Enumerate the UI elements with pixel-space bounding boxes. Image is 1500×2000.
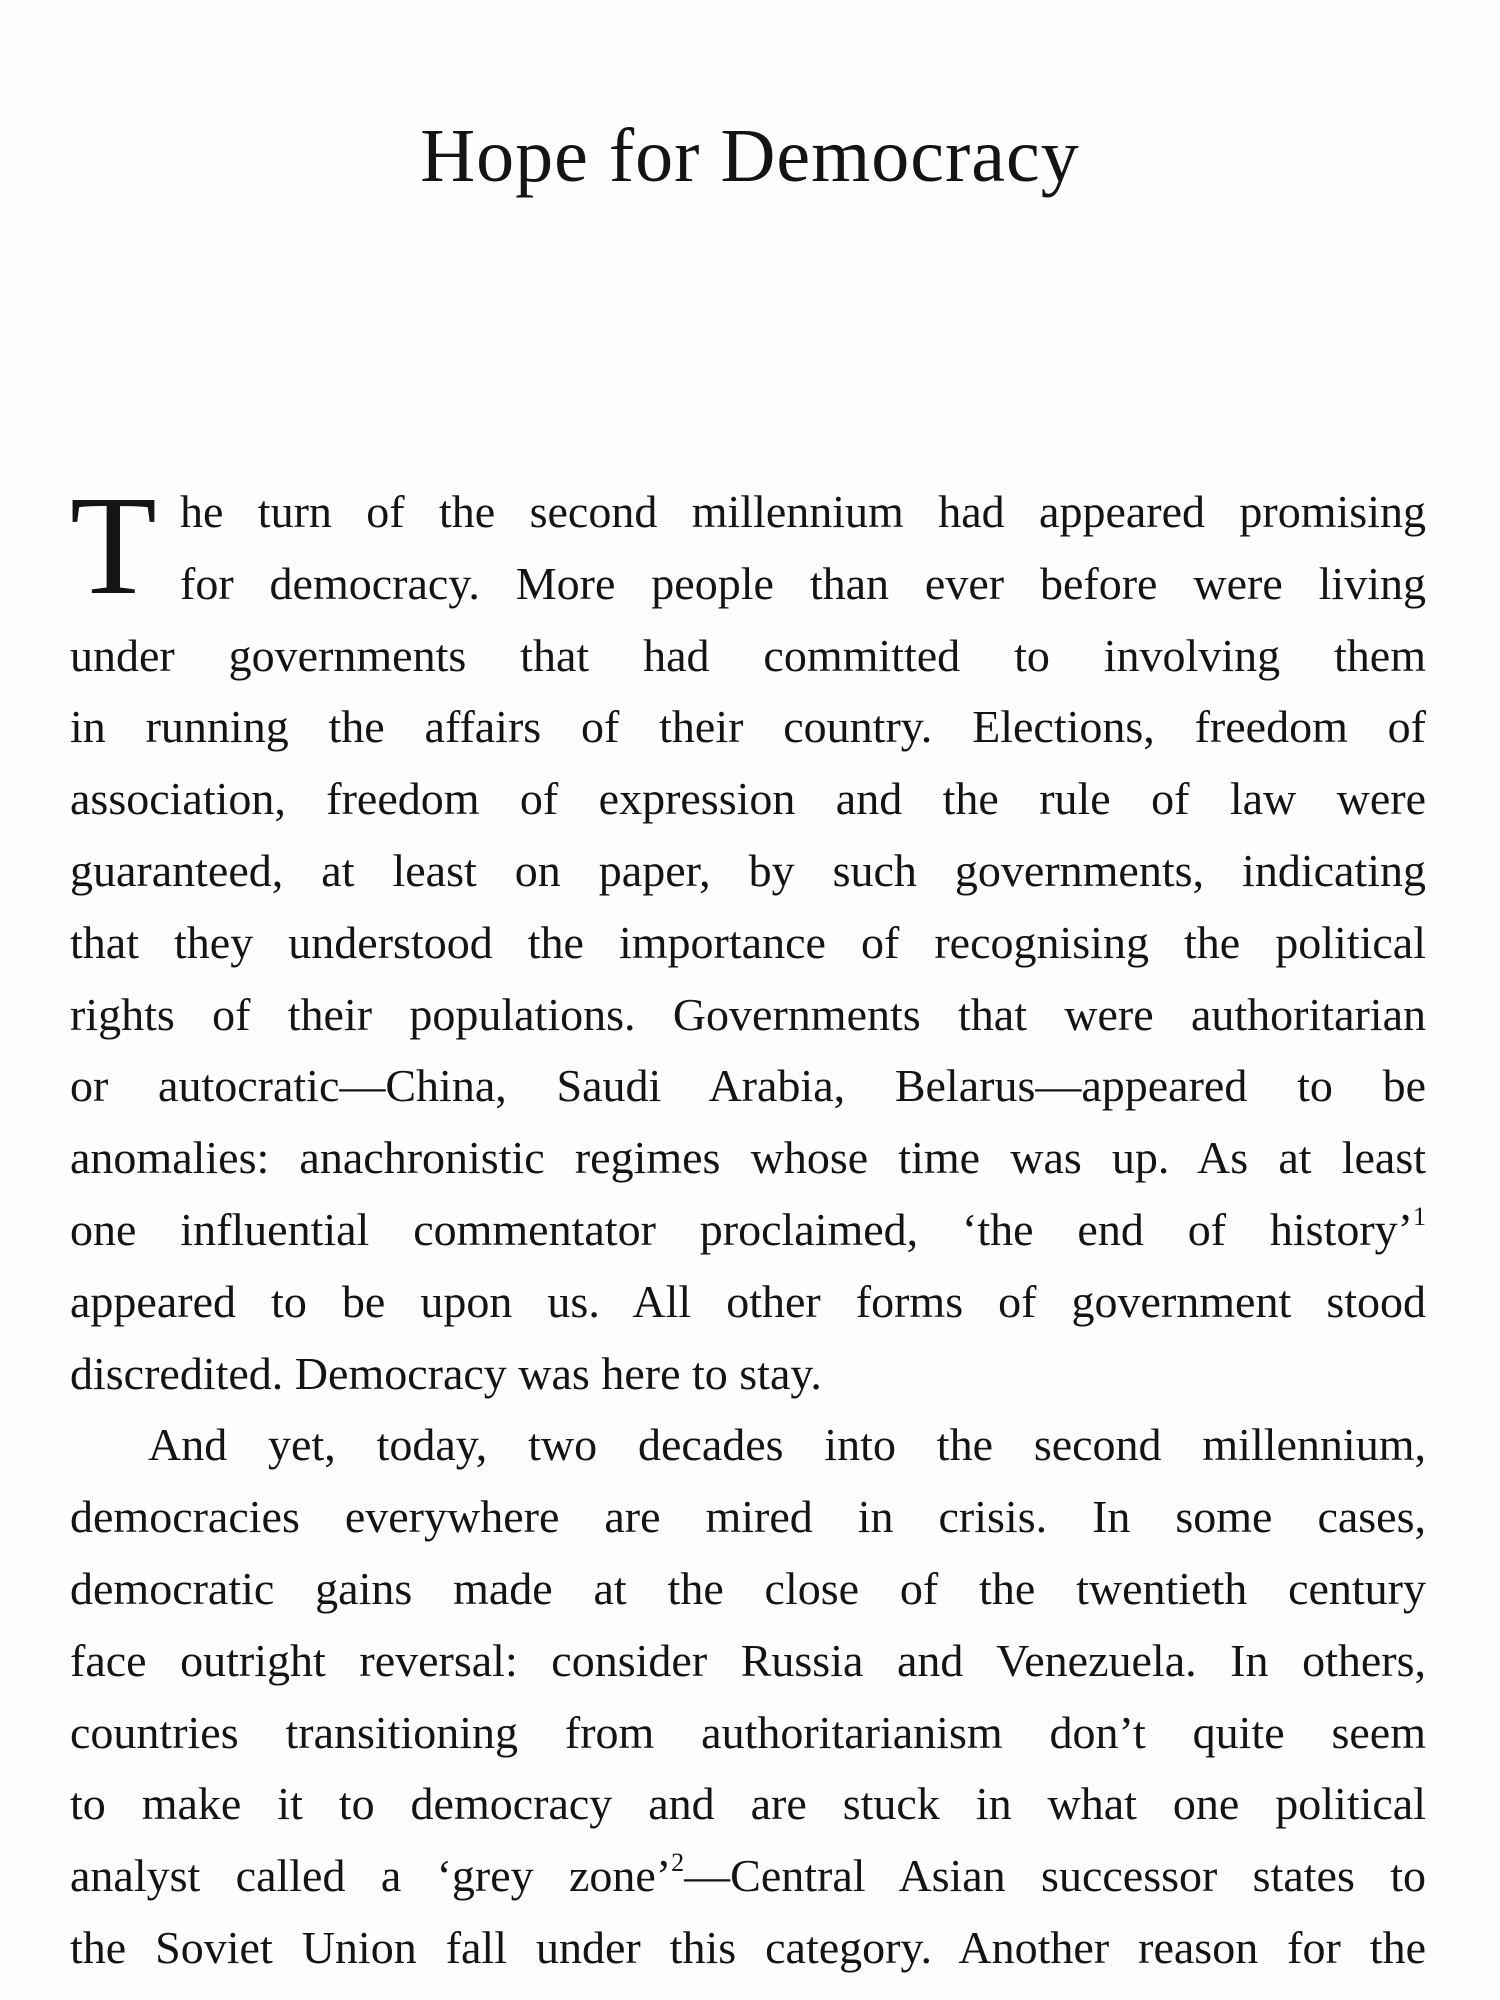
text-line: under governments that had committed to involving them [70, 629, 1426, 681]
text-line: anomalies: anachronistic regimes whose time was up. As at least [70, 1132, 1426, 1184]
text-line-with-footnote [70, 1194, 1426, 1266]
text-line: in running the affairs of their country. Elections, freedom of [70, 701, 1426, 753]
footnote-marker-1[interactable]: 1 [1413, 1201, 1426, 1231]
text-line: democracies everywhere are mired in crisis. In some cases, [70, 1491, 1426, 1543]
text-line: that they understood the importance of recognising the political [70, 916, 1426, 968]
text-fragment: one influential commentator proclaimed, ‘the end of history’ [70, 1203, 1413, 1255]
text-line: or autocratic—China, Saudi Arabia, Belarus—appeared to be [70, 1060, 1426, 1112]
text-line: for democracy. More people than ever before were living [180, 557, 1426, 609]
text-line: democratic gains made at the close of the twentieth century [70, 1562, 1426, 1614]
footnote-marker-2[interactable]: 2 [671, 1848, 685, 1878]
text-line: discredited. Democracy was here to stay. [70, 1347, 822, 1399]
text-line: the Soviet Union fall under this category. Another reason for the [70, 1921, 1426, 1973]
drop-cap: T [70, 466, 157, 624]
text-line: countries transitioning from authoritarianism don’t quite seem [70, 1706, 1426, 1758]
text-fragment: analyst called a ‘grey zone’ [70, 1850, 672, 1902]
text-line: he turn of the second millennium had appeared promising [180, 486, 1426, 537]
text-line: guaranteed, at least on paper, by such governments, indicating [70, 844, 1426, 896]
text-line: to make it to democracy and are stuck in what one political [70, 1778, 1426, 1830]
body-text [70, 466, 1426, 1984]
text-line: rights of their populations. Governments that were authoritarian [70, 988, 1426, 1040]
text-line-with-footnote [70, 1840, 1426, 1912]
text-line: face outright reversal: consider Russia and Venezuela. In others, [70, 1634, 1426, 1686]
chapter-title: Hope for Democracy [420, 114, 1080, 198]
text-line: appeared to be upon us. All other forms of government stood [70, 1275, 1426, 1327]
text-fragment: —Central Asian successor states to [684, 1850, 1426, 1902]
text-line: And yet, today, two decades into the second millennium, [148, 1419, 1426, 1471]
text-line: association, freedom of expression and the rule of law were [70, 773, 1426, 825]
